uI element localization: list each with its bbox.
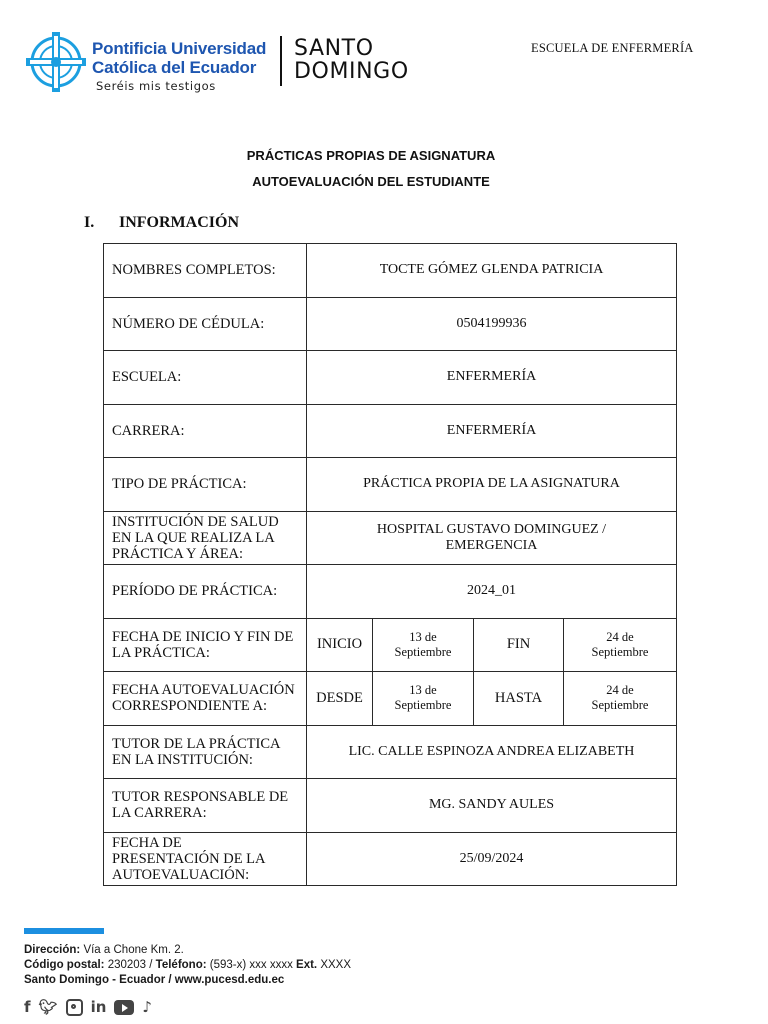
table-row bbox=[104, 458, 677, 512]
table-row bbox=[104, 244, 677, 298]
table-row bbox=[104, 779, 677, 833]
footer-contact bbox=[24, 928, 444, 988]
desde-label: DESDE bbox=[307, 672, 373, 726]
facebook-icon[interactable]: f bbox=[24, 998, 31, 1016]
autoeval-label-line: FECHA AUTOEVALUACIÓN bbox=[112, 682, 295, 699]
inicio-label: INICIO bbox=[307, 618, 373, 672]
campus-name-line2: DOMINGO bbox=[294, 59, 409, 84]
city-website: Santo Domingo - Ecuador / www.pucesd.edu.ec bbox=[24, 974, 285, 986]
carrera-label: CARRERA: bbox=[104, 404, 307, 458]
university-logo bbox=[24, 28, 424, 96]
fechas-label-line: FECHA DE INICIO Y FIN DE bbox=[112, 628, 294, 645]
periodo-value: 2024_01 bbox=[307, 565, 677, 619]
institucion-label-line: PRÁCTICA Y ÁREA: bbox=[112, 545, 244, 562]
tutor-institucion-label-line: TUTOR DE LA PRÁCTICA bbox=[112, 735, 281, 752]
autoeval-label-line: CORRESPONDIENTE A: bbox=[112, 698, 268, 715]
institucion-label-line: INSTITUCIÓN DE SALUD bbox=[112, 513, 279, 530]
fechas-label-line: LA PRÁCTICA: bbox=[112, 644, 210, 661]
fin-date-line: Septiembre bbox=[591, 644, 649, 659]
hasta-date-line: 24 de bbox=[606, 683, 634, 698]
tutor-carrera-label-line: LA CARRERA: bbox=[112, 805, 207, 822]
cedula-label: NÚMERO DE CÉDULA: bbox=[104, 297, 307, 351]
inicio-date bbox=[373, 618, 474, 672]
hasta-date-line: Septiembre bbox=[591, 698, 649, 713]
hasta-date bbox=[564, 672, 677, 726]
table-row bbox=[104, 404, 677, 458]
institucion-value-line: HOSPITAL GUSTAVO DOMINGUEZ / bbox=[376, 521, 607, 537]
periodo-label: PERÍODO DE PRÁCTICA: bbox=[104, 565, 307, 619]
footer-city-web bbox=[24, 973, 444, 988]
campus-name bbox=[294, 37, 409, 83]
phone-value: (593-x) xxx xxxx bbox=[206, 959, 297, 971]
table-row bbox=[104, 725, 677, 779]
hasta-label: HASTA bbox=[474, 672, 564, 726]
tutor-carrera-value: MG. SANDY AULES bbox=[307, 779, 677, 833]
institucion-label bbox=[104, 511, 307, 565]
fin-date-line: 24 de bbox=[606, 629, 634, 644]
presentacion-label-line: FECHA DE bbox=[112, 834, 182, 851]
tipo-label: TIPO DE PRÁCTICA: bbox=[104, 458, 307, 512]
table-row bbox=[104, 672, 677, 726]
escuela-value: ENFERMERÍA bbox=[307, 351, 677, 405]
postal-label: Código postal: bbox=[24, 959, 105, 971]
desde-date-line: Septiembre bbox=[394, 698, 452, 713]
desde-date-line: 13 de bbox=[409, 683, 437, 698]
nombres-label: NOMBRES COMPLETOS: bbox=[104, 244, 307, 298]
postal-value: 230203 / bbox=[104, 959, 156, 971]
presentacion-value: 25/09/2024 bbox=[307, 832, 677, 886]
youtube-icon[interactable] bbox=[114, 1000, 134, 1015]
footer-accent-bar bbox=[24, 928, 104, 934]
phone-label: Teléfono: bbox=[155, 959, 207, 971]
address-label: Dirección: bbox=[24, 944, 81, 956]
twitter-icon[interactable]: 🐦︎ bbox=[38, 998, 58, 1016]
tipo-value: PRÁCTICA PROPIA DE LA ASIGNATURA bbox=[307, 458, 677, 512]
information-table bbox=[103, 243, 677, 886]
table-row bbox=[104, 618, 677, 672]
inicio-date-line: Septiembre bbox=[394, 644, 452, 659]
social-media-icons bbox=[24, 996, 152, 1018]
institucion-value bbox=[307, 511, 677, 565]
section-number: I. bbox=[84, 214, 95, 231]
table-row bbox=[104, 297, 677, 351]
autoeval-label bbox=[104, 672, 307, 726]
table-row bbox=[104, 511, 677, 565]
institucion-label-line: EN LA QUE REALIZA LA bbox=[112, 529, 275, 546]
instagram-icon[interactable] bbox=[66, 999, 83, 1016]
fechas-label bbox=[104, 618, 307, 672]
linkedin-icon[interactable]: in bbox=[90, 998, 107, 1016]
table-row bbox=[104, 351, 677, 405]
tutor-carrera-label-line: TUTOR RESPONSABLE DE bbox=[112, 789, 289, 806]
university-name bbox=[92, 39, 266, 77]
address-value: Vía a Chone Km. 2. bbox=[80, 944, 184, 956]
section-heading bbox=[84, 214, 239, 232]
tutor-carrera-label bbox=[104, 779, 307, 833]
tutor-institucion-label bbox=[104, 725, 307, 779]
presentacion-label bbox=[104, 832, 307, 886]
desde-date bbox=[373, 672, 474, 726]
table-row bbox=[104, 565, 677, 619]
pucesd-emblem-icon bbox=[24, 30, 88, 94]
presentacion-label-line: PRESENTACIÓN DE LA bbox=[112, 850, 266, 867]
carrera-value: ENFERMERÍA bbox=[307, 404, 677, 458]
institucion-value-line: EMERGENCIA bbox=[445, 537, 538, 553]
inicio-date-line: 13 de bbox=[409, 629, 437, 644]
university-name-line2: Católica del Ecuador bbox=[92, 58, 257, 77]
ext-label: Ext. bbox=[296, 959, 318, 971]
campus-name-line1: SANTO bbox=[294, 36, 374, 61]
fin-date bbox=[564, 618, 677, 672]
escuela-label: ESCUELA: bbox=[104, 351, 307, 405]
ext-value: XXXX bbox=[317, 959, 352, 971]
table-row bbox=[104, 832, 677, 886]
tutor-institucion-value: LIC. CALLE ESPINOZA ANDREA ELIZABETH bbox=[307, 725, 677, 779]
footer-postal-phone bbox=[24, 958, 444, 973]
nombres-value: TOCTE GÓMEZ GLENDA PATRICIA bbox=[307, 244, 677, 298]
tiktok-icon[interactable]: ♪ bbox=[142, 998, 152, 1016]
cedula-value: 0504199936 bbox=[307, 297, 677, 351]
footer-address bbox=[24, 943, 444, 958]
university-motto: Seréis mis testigos bbox=[96, 79, 216, 93]
presentacion-label-line: AUTOEVALUACIÓN: bbox=[112, 866, 250, 883]
logo-divider bbox=[280, 36, 282, 86]
section-title: INFORMACIÓN bbox=[119, 214, 239, 231]
school-name: ESCUELA DE ENFERMERÍA bbox=[531, 41, 694, 55]
tutor-institucion-label-line: EN LA INSTITUCIÓN: bbox=[112, 751, 253, 768]
document-title: PRÁCTICAS PROPIAS DE ASIGNATURA bbox=[246, 148, 496, 163]
fin-label: FIN bbox=[474, 618, 564, 672]
university-name-line1: Pontificia Universidad bbox=[92, 39, 267, 58]
document-subtitle: AUTOEVALUACIÓN DEL ESTUDIANTE bbox=[252, 174, 490, 189]
